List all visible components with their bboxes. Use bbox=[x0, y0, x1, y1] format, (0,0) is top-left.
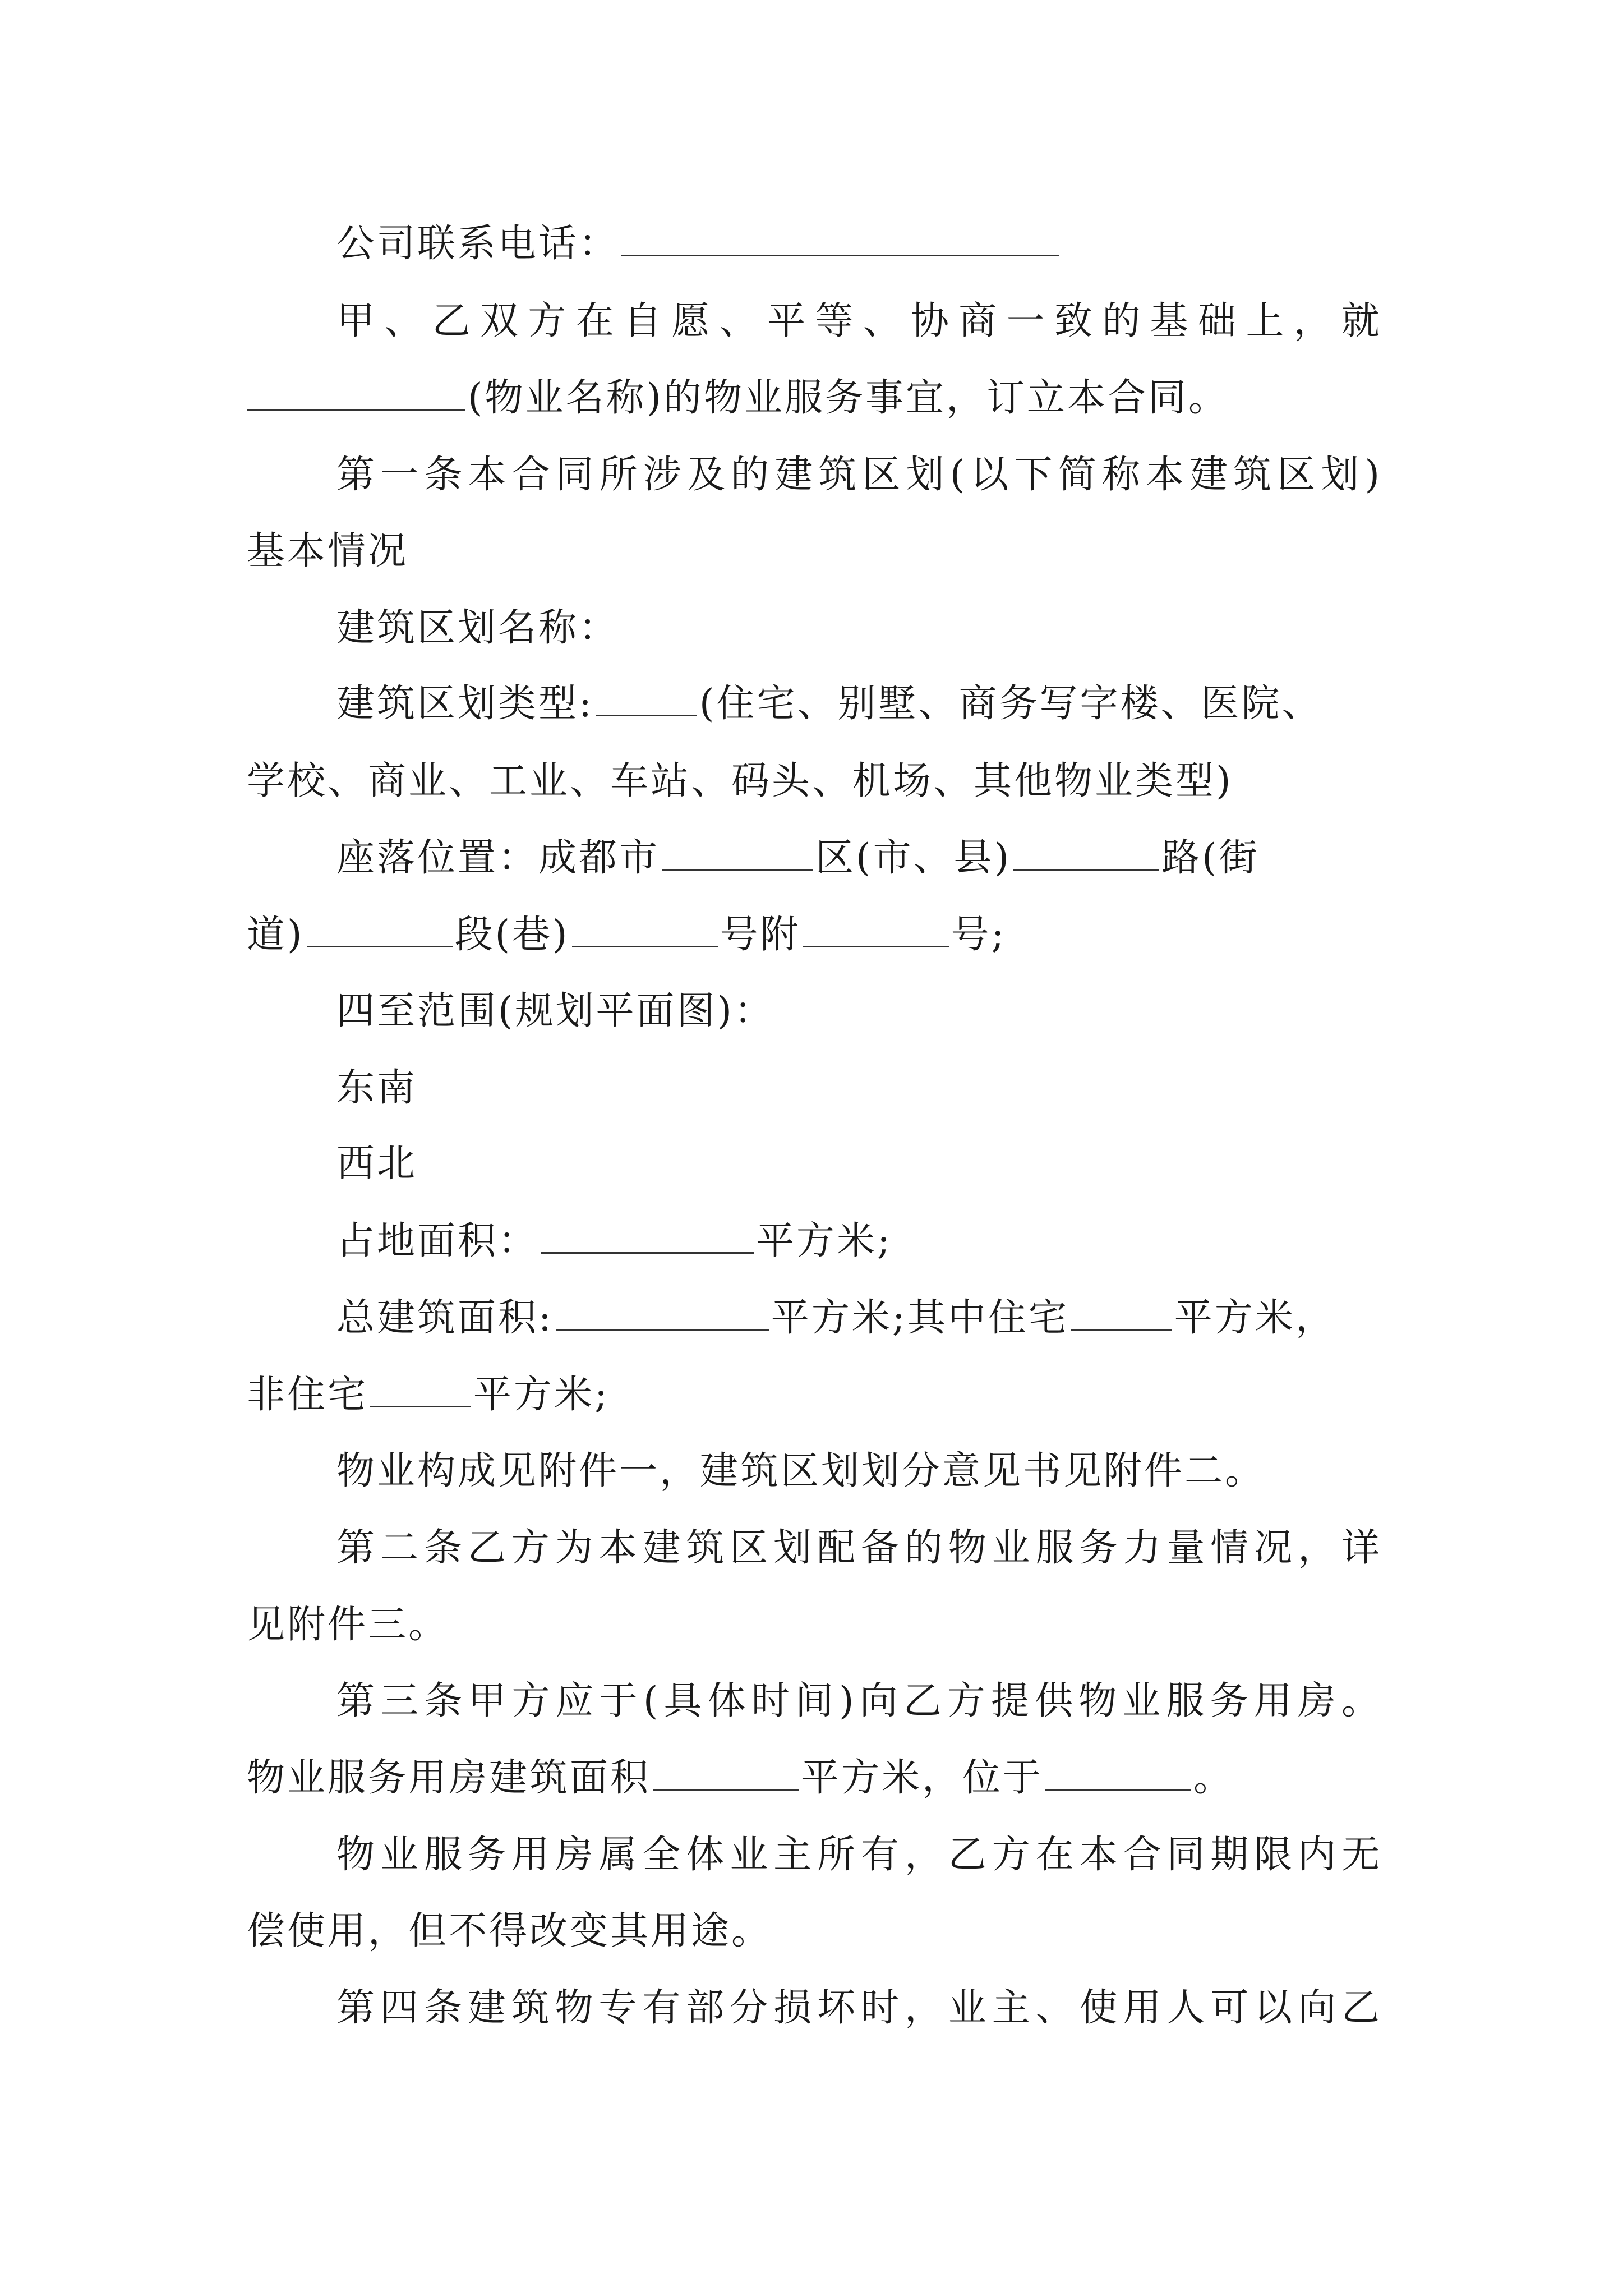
text: 路(街 bbox=[1161, 836, 1260, 880]
text: 。 bbox=[1193, 1756, 1234, 1800]
text: 段(巷) bbox=[454, 913, 570, 957]
land-area-line bbox=[336, 1211, 892, 1272]
floor-area-blank[interactable] bbox=[556, 1297, 769, 1331]
text: 平方米;其中住宅 bbox=[771, 1296, 1069, 1340]
number-blank[interactable] bbox=[803, 914, 949, 947]
zone-type-blank[interactable] bbox=[596, 683, 697, 716]
composition-line bbox=[336, 1441, 1265, 1502]
article-3-line bbox=[336, 1671, 1380, 1732]
text: 第一条本合同所涉及的建筑区划(以下简称本建筑区划) bbox=[336, 453, 1380, 497]
lane-blank[interactable] bbox=[572, 914, 718, 947]
text: (物业名称)的物业服务事宜，订立本合同。 bbox=[468, 376, 1229, 420]
text: 占地面积： bbox=[336, 1219, 539, 1263]
text: 偿使用，但不得改变其用途。 bbox=[247, 1909, 772, 1953]
text: 第二条乙方为本建筑区划配备的物业服务力量情况，详 bbox=[336, 1526, 1380, 1570]
location-line-cont bbox=[247, 904, 1007, 966]
boundary-east-south bbox=[336, 1057, 417, 1119]
text: 东南 bbox=[336, 1066, 418, 1110]
text: 物业服务用房建筑面积 bbox=[247, 1756, 651, 1800]
boundary-west-north bbox=[336, 1133, 417, 1195]
contact-phone-line bbox=[336, 213, 1061, 275]
article-3-line-cont bbox=[247, 1747, 1234, 1809]
text: (住宅、别墅、商务写字楼、医院、 bbox=[699, 682, 1322, 726]
article-1-heading bbox=[336, 444, 1380, 506]
text: 基本情况 bbox=[247, 529, 409, 573]
text: 座落位置：成都市 bbox=[336, 836, 660, 880]
text: 物业构成见附件一，建筑区划划分意见书见附件二。 bbox=[336, 1449, 1266, 1493]
article-2-line bbox=[336, 1517, 1380, 1579]
text: 区(市、县) bbox=[815, 836, 1012, 880]
text: 总建筑面积: bbox=[336, 1296, 554, 1340]
zone-type-line-cont bbox=[247, 751, 1233, 812]
intro-line-2 bbox=[247, 367, 1229, 429]
text: 西北 bbox=[336, 1142, 418, 1186]
text: 建筑区划类型: bbox=[336, 682, 594, 726]
text: 平方米， bbox=[1174, 1296, 1336, 1340]
zone-type-line bbox=[336, 673, 1322, 735]
intro-line-1 bbox=[336, 291, 1380, 352]
service-room-area-blank[interactable] bbox=[653, 1757, 799, 1791]
ownership-line bbox=[336, 1824, 1380, 1886]
floor-area-line bbox=[336, 1287, 1336, 1349]
text: 物业服务用房属全体业主所有，乙方在本合同期限内无 bbox=[336, 1833, 1380, 1877]
text: 道) bbox=[247, 913, 305, 957]
non-residential-area-blank[interactable] bbox=[370, 1374, 471, 1407]
zone-name-line bbox=[336, 597, 619, 659]
text: 四至范围(规划平面图)： bbox=[336, 989, 775, 1033]
district-blank[interactable] bbox=[662, 838, 813, 871]
article-4-line bbox=[336, 1977, 1380, 2039]
article-2-line-cont bbox=[247, 1594, 449, 1656]
ownership-line-cont bbox=[247, 1901, 772, 1962]
text: 见附件三。 bbox=[247, 1603, 449, 1647]
text: 平方米; bbox=[756, 1219, 892, 1263]
text: 号; bbox=[951, 913, 1007, 957]
text: 甲、乙双方在自愿、平等、协商一致的基础上，就 bbox=[336, 299, 1380, 343]
property-name-blank[interactable] bbox=[247, 378, 465, 411]
text: 第三条甲方应于(具体时间)向乙方提供物业服务用房。 bbox=[336, 1679, 1380, 1723]
land-area-blank[interactable] bbox=[541, 1221, 754, 1254]
text: 公司联系电话： bbox=[336, 222, 620, 266]
boundary-line bbox=[336, 981, 774, 1042]
location-line bbox=[336, 827, 1260, 889]
road-blank[interactable] bbox=[1013, 838, 1159, 871]
text: 建筑区划名称： bbox=[336, 606, 620, 650]
text: 号附 bbox=[720, 913, 801, 957]
text: 平方米，位于 bbox=[801, 1756, 1044, 1800]
section-blank[interactable] bbox=[307, 914, 453, 947]
article-1-heading-cont bbox=[247, 521, 408, 582]
text: 平方米; bbox=[473, 1373, 610, 1417]
text: 第四条建筑物专有部分损坏时，业主、使用人可以向乙 bbox=[336, 1986, 1380, 2030]
contact-phone-blank[interactable] bbox=[621, 223, 1059, 256]
floor-area-line-cont bbox=[247, 1364, 610, 1426]
text: 非住宅 bbox=[247, 1373, 368, 1417]
residential-area-blank[interactable] bbox=[1071, 1297, 1172, 1331]
text: 学校、商业、工业、车站、码头、机场、其他物业类型) bbox=[247, 759, 1233, 803]
service-room-location-blank[interactable] bbox=[1045, 1757, 1191, 1791]
